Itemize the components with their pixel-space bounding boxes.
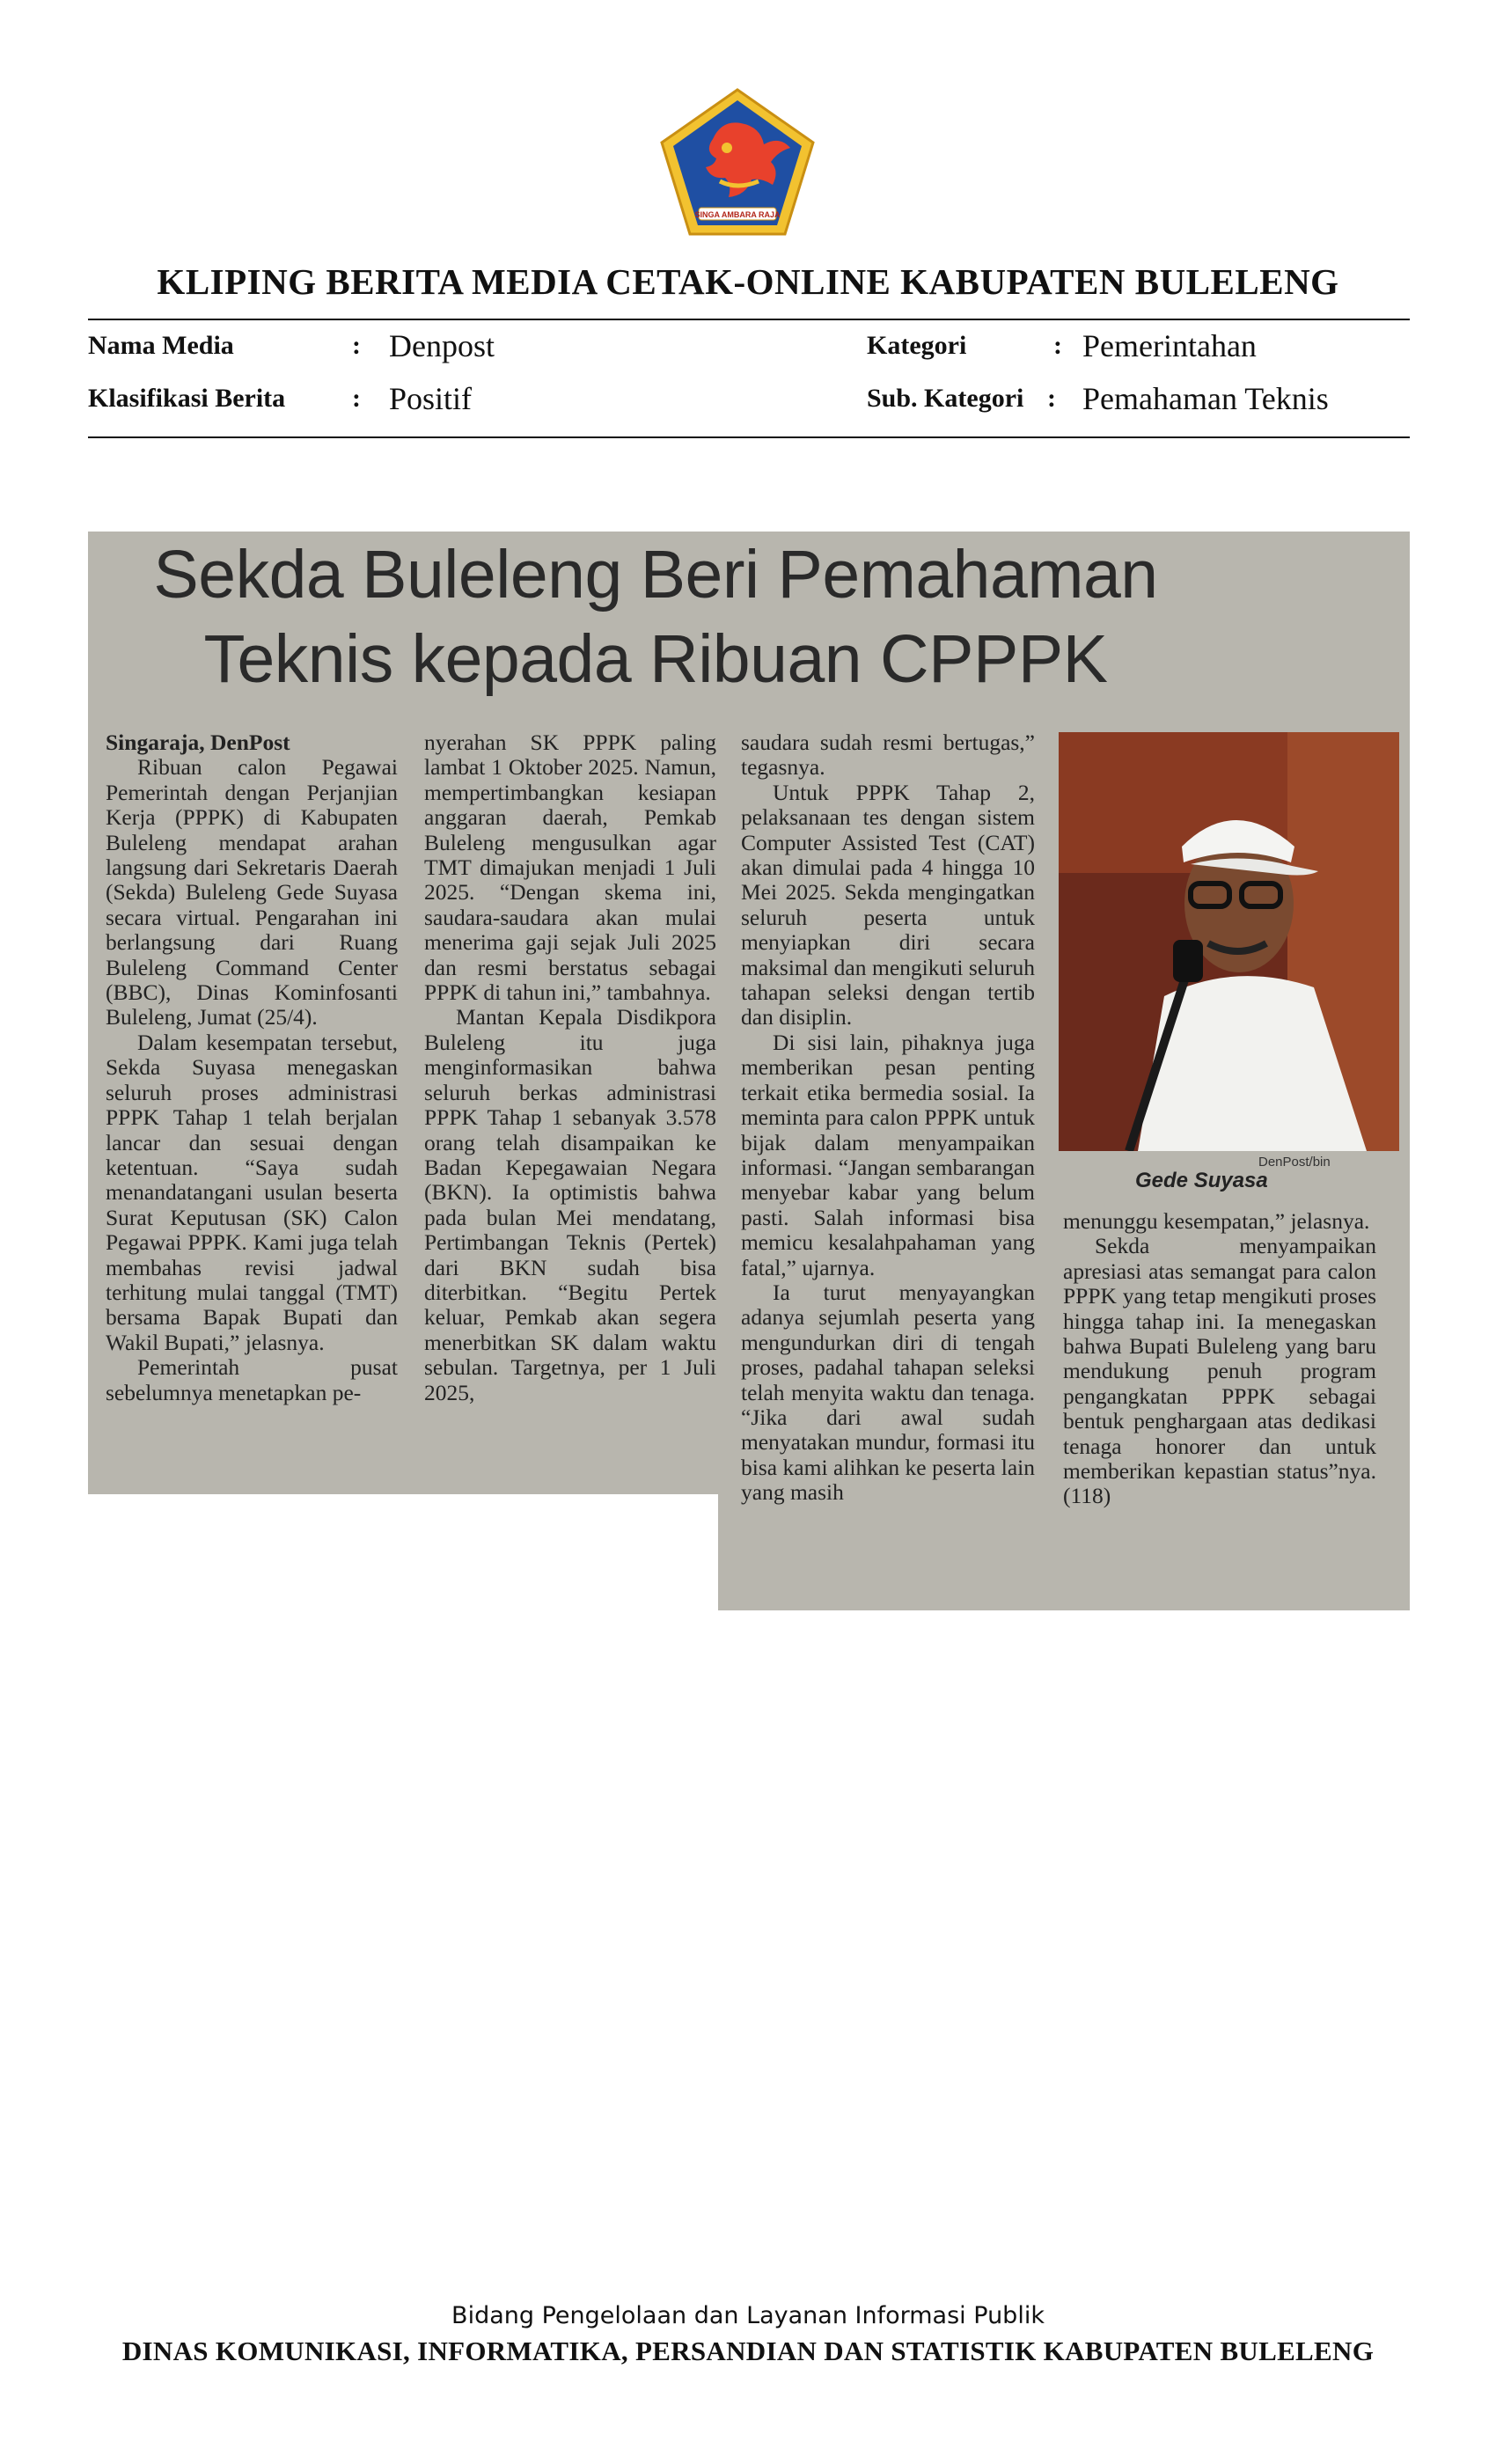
kategori-label: Kategori (867, 331, 967, 360)
document-title: KLIPING BERITA MEDIA CETAK-ONLINE KABUPATEN BULELENG (157, 261, 1339, 302)
klasifikasi-value: Positif (389, 381, 473, 416)
paragraph: nyerahan SK PPPK paling lambat 1 Oktober 2025. Namun, mempertimbangkan kesiapan anggaran daerah, Pemkab Buleleng mengusulkan agar TMT dimajukan menjadi 1 Juli 2025. “Dengan skema ini, saudara-saudara akan mulai menerima gaji sejak Juli 2025 dan resmi berstatus sebagai PPPK di tahun ini,” tambahnya. (424, 730, 716, 1006)
header-rule-bottom (88, 436, 1410, 438)
separator: : (1053, 331, 1062, 360)
svg-text:SINGA AMBARA RAJA: SINGA AMBARA RAJA (694, 210, 781, 219)
paragraph: Pemerintah pusat sebelumnya menetapkan pe- (106, 1354, 398, 1405)
article-column-2 (424, 730, 716, 1405)
dateline: Singaraja, DenPost (106, 730, 290, 755)
photo-caption: Gede Suyasa (1135, 1169, 1268, 1192)
separator: : (352, 331, 361, 360)
separator: : (1047, 384, 1056, 413)
article-column-1 (106, 730, 398, 1405)
subkategori-label: Sub. Kategori (867, 384, 1024, 413)
separator: : (352, 384, 361, 413)
paragraph: Ribuan calon Pegawai Pemerintah dengan Perjanjian Kerja (PPPK) di Kabupaten Buleleng mendapat arahan langsung dari Sekretaris Daerah (Sekda) Buleleng Gede Suyasa secara virtual. Pengarahan ini berlangsung dari Ruang Buleleng Command Center (BBC), Dinas Kominfosanti Buleleng, Jumat (25/4). (106, 754, 398, 1030)
paragraph: Di sisi lain, pihaknya juga memberikan pesan penting terkait etika bermedia sosial. Ia meminta para calon PPPK untuk bijak dalam menyampaikan informasi. “Jangan sembarangan menyebar kabar yang belum pasti. Salah informasi bisa memicu kesalahpahaman yang fatal,” ujarnya. (741, 1029, 1035, 1280)
header-rule-top (88, 319, 1410, 320)
article-headline: Sekda Buleleng Beri Pemahaman Teknis kepada Ribuan CPPPK (153, 537, 1158, 697)
footer-subtitle: Bidang Pengelolaan dan Layanan Informasi Publik (451, 2302, 1045, 2329)
paragraph: menunggu kesempatan,” jelasnya. (1063, 1208, 1370, 1234)
paragraph: Untuk PPPK Tahap 2, pelaksanaan tes dengan sistem Computer Assisted Test (CAT) akan dimulai pada 4 hingga 10 Mei 2025. Sekda mengingatkan seluruh peserta untuk menyiapkan diri secara maksimal dan mengikuti seluruh tahapan seleksi dengan tertib dan disiplin. (741, 779, 1035, 1030)
paragraph: Mantan Kepala Disdikpora Buleleng itu juga menginformasikan bahwa seluruh berkas administrasi PPPK Tahap 1 sebanyak 3.578 orang telah disampaikan ke Badan Kepegawaian Negara (BKN). Ia optimistis bahwa pada bulan Mei mendatang, Pertimbangan Teknis (Pertek) dari BKN sudah bisa diterbitkan. “Begitu Pertek keluar, Pemkab akan segera menerbitkan SK dalam waktu sebulan. Targetnya, per 1 Juli 2025, (424, 1004, 716, 1405)
article-photo (1059, 732, 1399, 1151)
kategori-value: Pemerintahan (1082, 328, 1257, 363)
subkategori-value: Pemahaman Teknis (1082, 381, 1329, 416)
footer-institution: DINAS KOMUNIKASI, INFORMATIKA, PERSANDIAN DAN STATISTIK KABUPATEN BULELENG (121, 2336, 1375, 2366)
paragraph: Dalam kesempatan tersebut, Sekda Suyasa menegaskan seluruh proses administrasi PPPK Tahap 1 telah berjalan lancar dan sesuai dengan ketentuan. “Saya sudah menandatangani usulan beserta Surat Keputusan (SK) Calon Pegawai PPPK. Kami juga telah membahas revisi jadwal terhitung mulai tanggal (TMT) bersama Bapak Bupati dan Wakil Bupati,” jelasnya. (106, 1029, 398, 1355)
photo-credit: DenPost/bin (1258, 1155, 1331, 1170)
paragraph: saudara sudah resmi bertugas,” tegasnya. (741, 730, 1035, 781)
media-label: Nama Media (88, 331, 234, 360)
media-value: Denpost (389, 328, 495, 363)
klasifikasi-label: Klasifikasi Berita (88, 384, 286, 413)
article-column-3 (741, 730, 1035, 1506)
buleleng-crest-logo (658, 86, 817, 238)
article-column-4 (1063, 1209, 1376, 1509)
paragraph: Sekda menyampaikan apresiasi atas semangat para calon PPPK yang tetap mengikuti proses hingga tahap ini. Ia menegaskan bahwa Bupati Buleleng yang baru mendukung penuh program pengangkatan PPPK sebagai bentuk penghargaan atas dedikasi tenaga honorer dan untuk memberikan kepastian status”nya.(118) (1063, 1233, 1376, 1509)
paragraph: Ia turut menyayangkan adanya sejumlah peserta yang mengundurkan diri di tengah proses, padahal tahapan seleksi telah menyita waktu dan tenaga. “Jika dari awal sudah menyatakan mundur, formasi itu bisa kami alihkan ke peserta lain yang masih (741, 1279, 1035, 1506)
